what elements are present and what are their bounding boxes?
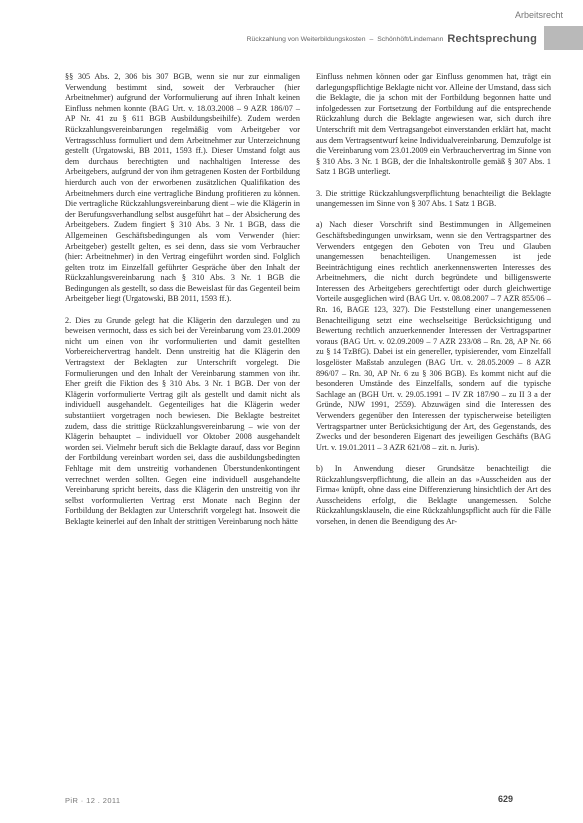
right-paragraph: 3. Die strittige Rückzahlungsverpflichtung benachteiligt die Beklagte unangemessen im Sinne von § 307 Abs. 1 Satz 1 BGB. (316, 188, 551, 209)
right-column (316, 72, 551, 538)
right-paragraph: b) In Anwendung dieser Grundsätze benachteiligt die Rückzahlungsverpflichtung, die allein an das »Ausscheiden aus der Firma« knüpft, ohne dass eine Differenzierung hinsichtlich der Art des Ausscheidens erfolgt, die Beklagte unangemessen. Solche Rückzahlungsklauseln, die eine Rückzahlungspflicht auch für die Fälle vorsehen, in denen die Beendigung des Ar- (316, 463, 551, 526)
right-paragraph: Einfluss nehmen können oder gar Einfluss genommen hat, trägt ein darlegungspflichtige Beklagte nicht vor. Alleine der Umstand, dass sich die Beklagte, die ja schon mit der Fortbildung begonnen hatte und infolgedessen zur Fortsetzung der Fortbildung auf die entsprechende Rückzahlung durch die Beklagte angewiesen war, sich durch ihre Unterschrift mit dem Vertragsangebot einverstanden erklärt hat, macht aus dem Vertragsentwurf keine Individualvereinbarung. Demzufolge ist die Vereinbarung vom 23.01.2009 ein Verbrauchervertrag im Sinne von § 310 Abs. 3 Nr. 1 BGB, der die Inhaltskontrolle gemäß § 307 Abs. 1 Satz 1 BGB unterliegt. (316, 72, 551, 177)
header-separator: – (369, 35, 374, 43)
header-bar (544, 26, 583, 50)
left-paragraph: 2. Dies zu Grunde gelegt hat die Klägerin den darzulegen und zu beweisen vermocht, dass es sich bei der Vereinbarung vom 23.01.2009 nicht um einen von ihr vorformulierten und damit gestellten Vorbereichervertrag handelt. Denn unstreitig hat die Klägerin den Vertragstext der Beklagten zur Unterschrift vorgelegt. Die Formulierungen und den Inhalt der Vereinbarung stammen von ihr. Eher greift die Fiktion des § 310 Abs. 3 Nr. 1 BGB. Der von der Klägerin vorformulierte Vertrag gilt als gestellt und damit nicht als individuell ausgehandelt. Gegenteiliges hat die Klägerin weder substantiiert vorgetragen noch bewiesen. Die Beklagte bestreitet zudem, dass die strittige Rückzahlungsvereinbarung – wie von der Klägerin behauptet – individuell vor Oktober 2008 ausgehandelt worden sei. Vielmehr beruft sich die Beklagte darauf, dass vor Beginn der Fortbildung vereinbart worden sei, dass die ausbildungsbedingten Fehltage mit dem unstreitig vorhandenen Überstundenkontingent verrechnet werden sollten. Gegen eine individuell ausgehandelte Vereinbarung spricht bereits, dass die Klägerin den unstreitig von ihr selbst vorformulierten Vertrag erst Monate nach Beginn der Fortbildung der Beklagten zur Unterschrift vorgelegt hat. Insoweit die Beklagte keinerlei auf den Inhalt der strittigen Vereinbarung noch hätte (65, 315, 300, 526)
page-number: 629 (498, 794, 514, 804)
header-subtitle: Rückzahlung von Weiterbildungskosten (246, 35, 366, 43)
header-author: Schönhöft/Lindemann (377, 35, 444, 43)
left-paragraph: §§ 305 Abs. 2, 306 bis 307 BGB, wenn sie nur zur einmaligen Verwendung bestimmt sind, soweit der Verbraucher (hier Arbeitnehmer) aufgrund der Vorformulierung auf ihren Inhalt keinen Einfluss nehmen konnte (BAG Urt. v. 18.03.2008 – 9 AZR 186/07 – AP Nr. 41 zu § 611 BGB Ausbildungsbeihilfe). Zudem werden Rückzahlungsvereinbarungen regelmäßig vom Arbeitgeber vor Vertragsschluss formuliert und dem Arbeitnehmer zur Unterzeichnung gestellt (Urgatowski, BB 2011, 1593 ff.). Dieser Umstand folgt aus dem durchaus berechtigten und nachhaltigen Interesse des Arbeitgebers, aufgrund der von ihm getragenen Kosten der Fortbildung hierdurch auch von der erworbenen zusätzlichen Qualifikation des Arbeitnehmers durch eine vertragliche Bindung profitieren zu können. Die vertragliche Rückzahlungsvereinbarung dient – wie die Klägerin in der Berufungsverhandlung selbst ausgeführt hat – der Absicherung des Arbeitgebers. Zudem fingiert § 310 Abs. 3 Nr. 1 BGB, dass die Allgemeinen Geschäftsbedingungen als vom Verwender (hier: Arbeitgeber) gestellt gelten, es sei denn, dass sie vom Verbraucher (hier: Arbeitnehmer) in den Vertrag eingeführt worden sind. Folglich gelten trotz im Einzelfall geführter Gespräche über den Inhalt der Rückzahlungsvereinbarung nach § 310 Abs. 3 Nr. 1 BGB die Bedingungen als gestellt, so dass die Beweislast für das Gegenteil beim Arbeitgeber liegt (Urgatowski, BB 2011, 1593 ff.). (65, 72, 300, 304)
left-column (65, 72, 300, 538)
footer-journal: PiR · 12 . 2011 (65, 796, 121, 805)
header-category: Rechtsprechung (447, 33, 537, 45)
running-header (240, 33, 537, 45)
right-paragraph: a) Nach dieser Vorschrift sind Bestimmungen in Allgemeinen Geschäftsbedingungen unwirksam, wenn sie den Vertragspartner des Verwenders entgegen den Geboten von Treu und Glauben unangemessen benachteiligen. Unangemessen ist jede Beeinträchtigung eines rechtlich anerkennenswerten Interesses des Arbeitnehmers, die nicht durch begründete und billigenswerte Interessen des Arbeitgebers gerechtfertigt oder durch gleichwertige Vorteile ausgeglichen wird (BAG Urt. v. 08.08.2007 – 7 AZR 855/06 – Rn. 16, BAGE 123, 327). Die Feststellung einer unangemessenen Benachteiligung setzt eine wechselseitige Berücksichtigung und Bewertung rechtlich anzuerkennender Interessen der Vertragspartner voraus (BAG Urt. v. 02.09.2009 – 7 AZR 233/08 – Rn. 28, AP Nr. 66 zu § 14 TzBfG). Dabei ist ein genereller, typisierender, vom Einzelfall losgelöster Maßstab anzulegen (BAG Urt. v. 28.05.2009 – 8 AZR 896/07 – Rn. 30, AP Nr. 6 zu § 306 BGB). Es kommt nicht auf die besonderen Umstände des Einzelfalls, sondern auf die typische Sachlage an (BGH Urt. v. 29.05.1991 – IV ZR 187/90 – zu II 3 a der Gründe, NJW 1991, 2559). Abzuwägen sind die Interessen des Verwenders gegenüber den Interessen der typischerweise beteiligten Vertragspartner unter Berücksichtigung der Art, des Gegenstands, des Zwecks und der besonderen Eigenart des jeweiligen Geschäfts (BAG Urt. v. 19.01.2011 – 3 AZR 621/08 – zit. n. Juris). (316, 220, 551, 452)
section-tag: Arbeitsrecht (514, 10, 563, 20)
